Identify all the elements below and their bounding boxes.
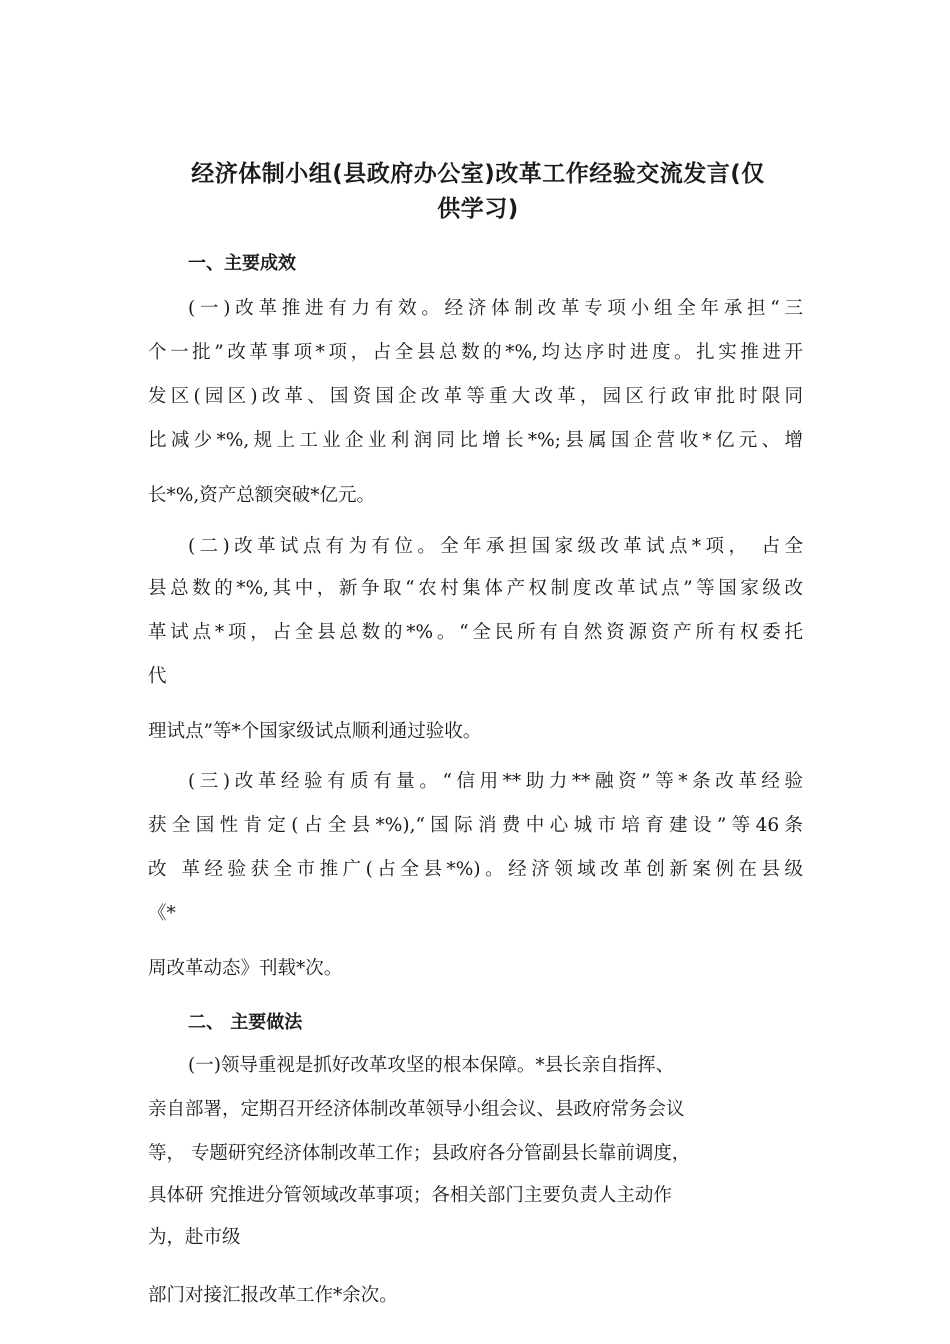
paragraph-line: 改 革经验获全市推广(占全县*%)。经济领域改革创新案例在县级 [148,859,803,880]
paragraph-line: 长*%,资产总额突破*亿元。 [148,485,375,506]
paragraph-line: 比减少*%,规上工业企业利润同比增长*%;县属国企营收*亿元、增 [148,430,803,451]
paragraph-line: 为，赴市级 [148,1227,241,1248]
paragraph-line: 部门对接汇报改革工作*余次。 [148,1285,398,1306]
document-title-line-1: 经济体制小组(县政府办公室)改革工作经验交流发言(仅 [191,161,765,187]
paragraph-line: 革试点*项，占全县总数的*%。“全民所有自然资源资产所有权委托 [148,622,803,643]
paragraph-line: (一)领导重视是抓好改革攻坚的根本保障。*县长亲自指挥、 [188,1055,675,1076]
paragraph-line: (二)改革试点有为有位。全年承担国家级改革试点*项， 占全 [188,536,803,557]
paragraph-line: 《* [148,903,176,924]
section-heading-achievements: 一、主要成效 [188,253,296,274]
paragraph-line: 获全国性肯定(占全县*%),“国际消费中心城市培育建设”等46条 [148,815,803,836]
paragraph-line: 个一批”改革事项*项，占全县总数的*%,均达序时进度。扎实推进开 [148,342,803,363]
document-title-line-2: 供学习) [437,196,519,222]
section-heading-practices: 二、 主要做法 [188,1012,303,1033]
paragraph-line: (三)改革经验有质有量。“信用**助力**融资”等*条改革经验 [188,771,803,792]
paragraph-line: 具体研 究推进分管领域改革事项；各相关部门主要负责人主动作 [148,1185,672,1206]
paragraph-line: 代 [148,666,167,687]
paragraph-line: 等， 专题研究经济体制改革工作；县政府各分管副县长靠前调度， [148,1143,691,1164]
paragraph-line: 理试点”等*个国家级试点顺利通过验收。 [148,721,482,742]
paragraph-line: 周改革动态》刊载*次。 [148,958,343,979]
paragraph-line: (一)改革推进有力有效。经济体制改革专项小组全年承担“三 [188,298,803,319]
paragraph-line: 亲自部署，定期召开经济体制改革领导小组会议、县政府常务会议 [148,1099,685,1120]
paragraph-line: 发区(园区)改革、国资国企改革等重大改革，园区行政审批时限同 [148,386,803,407]
paragraph-line: 县总数的*%,其中，新争取“农村集体产权制度改革试点”等国家级改 [148,578,803,599]
